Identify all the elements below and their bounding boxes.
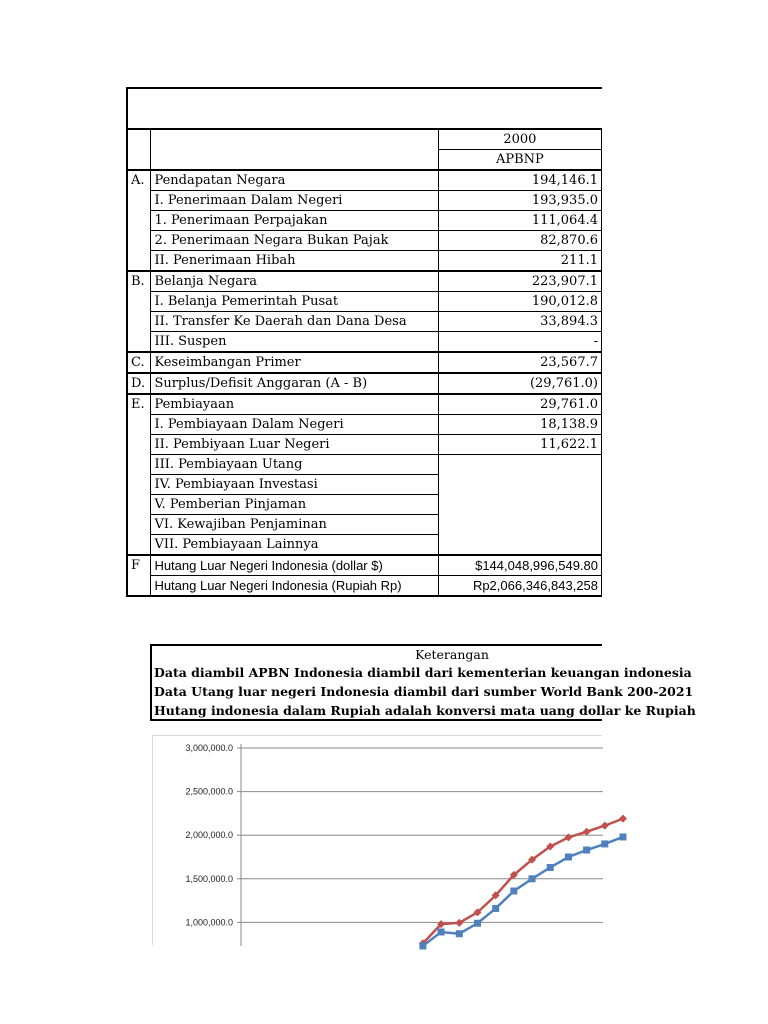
row-letter <box>127 495 151 515</box>
row-letter <box>127 211 151 231</box>
y-tick-label: 2,000,000.0 <box>185 830 233 841</box>
data-point <box>583 847 590 854</box>
row-value: 193,935.0 <box>438 191 601 211</box>
row-value <box>438 535 601 556</box>
row-letter: B. <box>127 271 151 292</box>
note-line: Data Utang luar negeri Indonesia diambil dari sumber World Bank 200-2021 <box>154 684 694 699</box>
row-label: 1. Penerimaan Perpajakan <box>151 211 438 231</box>
row-value: 23,567.7 <box>438 352 601 373</box>
table-row <box>127 170 602 191</box>
row-value: (29,761.0) <box>438 373 601 394</box>
table-row <box>127 576 602 597</box>
table-row <box>127 475 602 495</box>
row-letter <box>127 435 151 455</box>
row-letter <box>127 251 151 272</box>
row-letter <box>127 231 151 251</box>
column-header: APBNP <box>438 150 601 171</box>
row-value: 29,761.0 <box>438 394 601 415</box>
row-label: III. Suspen <box>151 332 438 353</box>
data-point <box>456 930 463 937</box>
table-row <box>127 332 602 353</box>
row-value: 11,622.1 <box>438 435 601 455</box>
chart-svg <box>153 736 603 946</box>
notes-box <box>150 644 696 721</box>
row-value: 194,146.1 <box>438 170 601 191</box>
table-row <box>127 415 602 435</box>
notes-heading: Keterangan <box>415 647 489 662</box>
y-tick-label: 1,500,000.0 <box>185 873 233 884</box>
data-point <box>547 864 554 871</box>
header-row-column <box>127 150 602 171</box>
data-point <box>565 854 572 861</box>
row-label: Hutang Luar Negeri Indonesia (dollar $) <box>151 555 438 576</box>
row-letter: C. <box>127 352 151 373</box>
table-row <box>127 394 602 415</box>
table-row <box>127 251 602 272</box>
data-point <box>474 920 481 927</box>
y-tick-label: 2,500,000.0 <box>185 786 233 797</box>
row-letter <box>127 455 151 475</box>
row-label: Keseimbangan Primer <box>151 352 438 373</box>
row-value <box>438 495 601 515</box>
row-label: VI. Kewajiban Penjaminan <box>151 515 438 535</box>
note-line: Data diambil APBN Indonesia diambil dari kementerian keuangan indonesia <box>154 665 692 680</box>
row-letter: F <box>127 555 151 576</box>
row-value: $144,048,996,549.80 <box>438 555 601 576</box>
data-point <box>438 928 445 935</box>
row-value: 223,907.1 <box>438 271 601 292</box>
row-label: V. Pemberian Pinjaman <box>151 495 438 515</box>
row-letter: D. <box>127 373 151 394</box>
row-label: VII. Pembiayaan Lainnya <box>151 535 438 556</box>
row-label: I. Pembiayaan Dalam Negeri <box>151 415 438 435</box>
row-letter <box>127 312 151 332</box>
row-label: Pendapatan Negara <box>151 170 438 191</box>
data-point <box>492 905 499 912</box>
row-label: IV. Pembiayaan Investasi <box>151 475 438 495</box>
row-value <box>438 475 601 495</box>
table-row <box>127 231 602 251</box>
row-letter: E. <box>127 394 151 415</box>
apbn-sheet <box>126 87 602 607</box>
row-label: II. Pembiyaan Luar Negeri <box>151 435 438 455</box>
header-row-year <box>127 129 602 150</box>
row-label: Belanja Negara <box>151 271 438 292</box>
row-label: Pembiayaan <box>151 394 438 415</box>
row-letter <box>127 475 151 495</box>
debt-chart <box>152 735 602 945</box>
row-value: 33,894.3 <box>438 312 601 332</box>
y-tick-label: 3,000,000.0 <box>185 743 233 753</box>
data-point <box>620 833 627 840</box>
row-value: 82,870.6 <box>438 231 601 251</box>
row-label: 2. Penerimaan Negara Bukan Pajak <box>151 231 438 251</box>
table-row <box>127 191 602 211</box>
row-value <box>438 515 601 535</box>
row-value: 190,012.8 <box>438 292 601 312</box>
row-letter <box>127 535 151 556</box>
data-point <box>601 822 609 830</box>
table-row <box>127 555 602 576</box>
table-row <box>127 435 602 455</box>
row-label: Surplus/Defisit Anggaran (A - B) <box>151 373 438 394</box>
sheet-title-box <box>126 87 602 128</box>
row-value <box>438 455 601 475</box>
row-label: Hutang Luar Negeri Indonesia (Rupiah Rp) <box>151 576 438 597</box>
row-letter <box>127 415 151 435</box>
row-label: III. Pembiayaan Utang <box>151 455 438 475</box>
table-row <box>127 271 602 292</box>
table-row <box>127 495 602 515</box>
row-value: Rp2,066,346,843,258 <box>438 576 601 597</box>
table-row <box>127 455 602 475</box>
row-value: 211.1 <box>438 251 601 272</box>
y-tick-label: 1,000,000.0 <box>185 917 233 928</box>
table-row <box>127 535 602 556</box>
row-label: II. Penerimaan Hibah <box>151 251 438 272</box>
row-letter <box>127 191 151 211</box>
year-header: 2000 <box>438 129 601 150</box>
data-point <box>510 888 517 895</box>
table-row <box>127 292 602 312</box>
table-row <box>127 352 602 373</box>
table-row <box>127 515 602 535</box>
data-point <box>419 942 426 949</box>
row-letter <box>127 332 151 353</box>
data-point <box>529 875 536 882</box>
row-label: I. Belanja Pemerintah Pusat <box>151 292 438 312</box>
apbn-table <box>126 128 602 597</box>
data-point <box>583 828 591 836</box>
row-letter <box>127 576 151 597</box>
row-letter <box>127 515 151 535</box>
row-letter <box>127 292 151 312</box>
table-row <box>127 312 602 332</box>
row-value: 18,138.9 <box>438 415 601 435</box>
series-line <box>423 837 623 946</box>
row-letter: A. <box>127 170 151 191</box>
data-point <box>619 815 627 823</box>
row-value: 111,064.4 <box>438 211 601 231</box>
row-value: - <box>438 332 601 353</box>
data-point <box>601 840 608 847</box>
row-label: I. Penerimaan Dalam Negeri <box>151 191 438 211</box>
table-row <box>127 211 602 231</box>
note-line: Hutang indonesia dalam Rupiah adalah konversi mata uang dollar ke Rupiah <box>154 703 696 718</box>
row-label: II. Transfer Ke Daerah dan Dana Desa <box>151 312 438 332</box>
table-row <box>127 373 602 394</box>
series-line <box>423 819 623 944</box>
